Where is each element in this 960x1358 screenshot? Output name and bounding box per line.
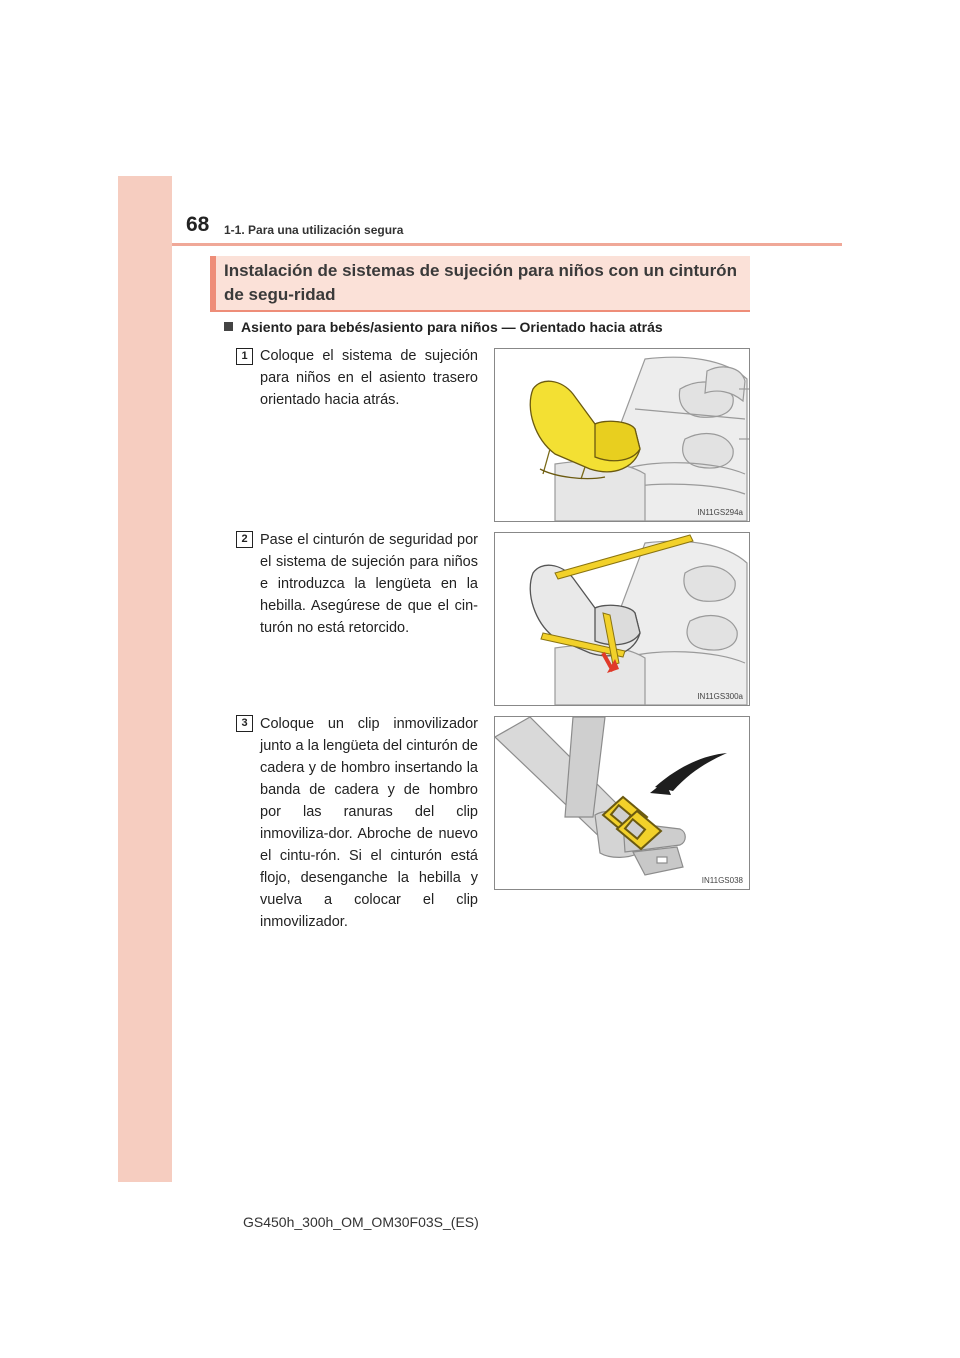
step-2-text: Pase el cinturón de seguridad por el sistema de sujeción para niños e introduzca la lengüeta en la hebilla. Asegúrese de que el cin-turón no está retorcido. (260, 532, 478, 636)
step-number-1: 1 (236, 348, 253, 365)
header-rule (172, 243, 842, 246)
heading-underline (210, 310, 750, 312)
section-heading-box (210, 256, 750, 310)
figure-child-seat-placed (494, 348, 750, 522)
step-3-text: Coloque un clip inmovilizador junto a la lengüeta del cinturón de cadera y de hombro insertando la banda de cadera y de hombro por las ranuras del clip inmoviliza-dor. Abroche de nuevo el cintu-rón. Si el cinturón está flojo, desenganche la hebilla y vuelva a colocar el clip inmovilizador. (260, 716, 478, 930)
page-number: 68 (186, 213, 210, 236)
figure-code: IN11GS038 (701, 876, 743, 885)
figure-belt-routing (494, 532, 750, 706)
heading-accent-bar (210, 256, 216, 310)
figure-locking-clip (494, 716, 750, 890)
locking-clip-on-belt-illustration (495, 717, 749, 889)
subheading-text: Asiento para bebés/asiento para niños — Orientado hacia atrás (241, 319, 663, 335)
chapter-sidebar-tab (118, 176, 172, 1182)
belt-through-child-seat-illustration (495, 533, 749, 705)
document-footer-id: GS450h_300h_OM_OM30F03S_(ES) (243, 1214, 479, 1230)
figure-code: IN11GS294a (697, 508, 743, 517)
step-number-3: 3 (236, 715, 253, 732)
child-seat-on-rear-seat-illustration (495, 349, 749, 521)
step-1-text: Coloque el sistema de sujeción para niños en el asiento trasero orientado hacia atrás. (260, 348, 478, 408)
square-bullet-icon (224, 322, 233, 331)
step-number-2: 2 (236, 531, 253, 548)
subheading (224, 319, 663, 335)
figure-code: IN11GS300a (697, 692, 743, 701)
section-heading: Instalación de sistemas de sujeción para niños con un cinturón de segu-ridad (224, 261, 737, 304)
section-label: 1-1. Para una utilización segura (224, 223, 404, 237)
